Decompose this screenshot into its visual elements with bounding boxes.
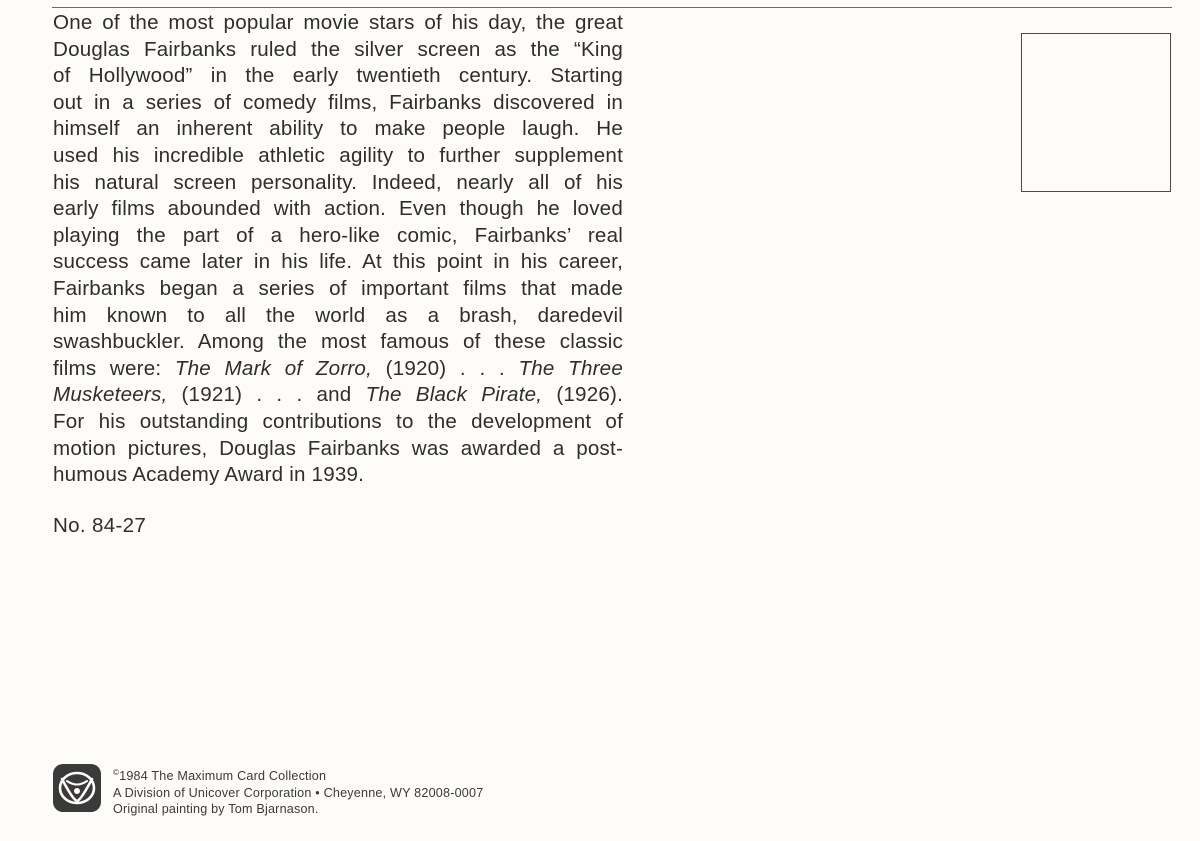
bio-text: (1920) . . . (372, 356, 519, 380)
bio-text: For his outstanding contributions to the development of (53, 409, 623, 433)
bio-text: playing the part of a hero-like comic, Fairbanks’ real (53, 223, 623, 247)
bio-line (53, 170, 623, 197)
unicover-horn-logo-icon (53, 764, 101, 812)
top-divider-rule (52, 7, 1172, 8)
bio-line (53, 63, 623, 90)
credits-line-2: A Division of Unicover Corporation • Cheyenne, WY 82008-0007 (113, 785, 484, 800)
bio-line (53, 409, 623, 436)
bio-text: humous Academy Award in 1939. (53, 463, 365, 487)
bio-text: early films abounded with action. Even though he loved (53, 197, 623, 221)
bio-text: swashbuckler. Among the most famous of these classic (53, 330, 623, 354)
bio-text: out in a series of comedy films, Fairbanks discovered in (53, 90, 623, 114)
publisher-credits (113, 765, 483, 818)
bio-line (53, 223, 623, 250)
bio-line (53, 37, 623, 64)
film-title: The Black Pirate, (365, 383, 543, 407)
film-title: The Three (518, 356, 623, 380)
bio-line (53, 196, 623, 223)
bio-text: (1921) . . . and (167, 383, 366, 407)
bio-line (53, 329, 623, 356)
bio-line (53, 276, 623, 303)
bio-text: One of the most popular movie stars of his day, the great (53, 11, 623, 34)
card-number: No. 84-27 (53, 514, 147, 537)
film-title: The Mark of Zorro, (174, 356, 373, 380)
bio-text: (1926). (542, 383, 623, 407)
bio-line (53, 143, 623, 170)
bio-text: films were: (53, 356, 175, 380)
bio-line (53, 436, 623, 463)
bio-line (53, 382, 623, 409)
bio-text: used his incredible athletic agility to further supplement (53, 143, 623, 167)
bio-text: Douglas Fairbanks ruled the silver screen as the “King (53, 37, 623, 61)
bio-line (53, 90, 623, 117)
film-title: Musketeers, (53, 383, 168, 407)
bio-text: motion pictures, Douglas Fairbanks was awarded a post- (53, 436, 623, 460)
copyright-symbol: © (113, 768, 120, 777)
bio-line (53, 356, 623, 383)
bio-line (53, 10, 623, 37)
bio-line (53, 303, 623, 330)
credits-copyright-line (113, 765, 483, 785)
bio-text: him known to all the world as a brash, daredevil (53, 303, 623, 327)
bio-line (53, 249, 623, 276)
bio-text: himself an inherent ability to make people laugh. He (53, 117, 623, 141)
stamp-placement-box (1021, 33, 1171, 192)
biography-text (53, 10, 623, 489)
bio-line (53, 116, 623, 143)
bio-text: of Hollywood” in the early twentieth century. Starting (53, 64, 623, 88)
horn-emblem-icon (53, 764, 101, 812)
credits-line-1: 1984 The Maximum Card Collection (119, 769, 327, 784)
bio-text: success came later in his life. At this point in his career, (53, 250, 623, 274)
credits-line-3: Original painting by Tom Bjarnason. (113, 802, 319, 817)
bio-line (53, 462, 623, 489)
bio-text: his natural screen personality. Indeed, nearly all of his (53, 170, 623, 194)
bio-text: Fairbanks began a series of important films that made (53, 276, 623, 300)
